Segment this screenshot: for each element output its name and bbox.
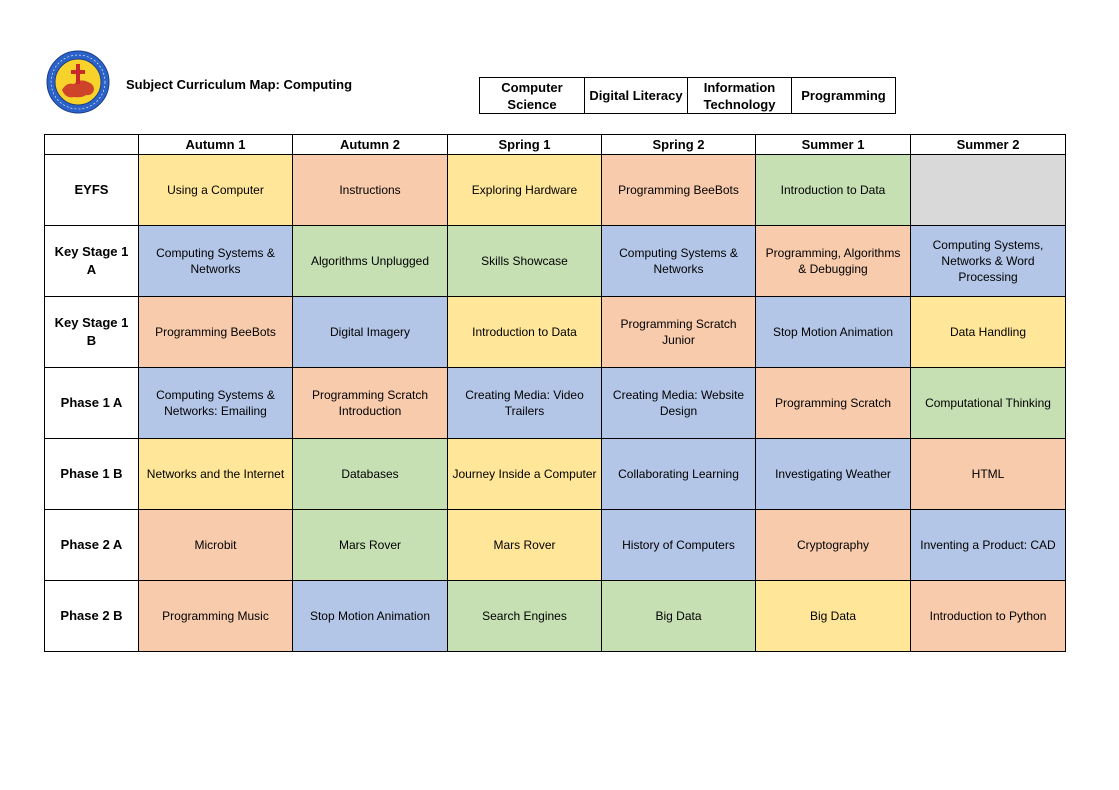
curriculum-cell: Instructions <box>293 155 448 226</box>
curriculum-cell: Algorithms Unplugged <box>293 226 448 297</box>
table-row <box>45 510 1066 581</box>
column-header: Spring 2 <box>602 135 756 155</box>
legend-information-technology: Information Technology <box>688 78 792 113</box>
curriculum-cell: Creating Media: Video Trailers <box>448 368 602 439</box>
curriculum-cell: Stop Motion Animation <box>756 297 911 368</box>
curriculum-cell: Programming Music <box>139 581 293 652</box>
row-header: Phase 1 A <box>45 368 139 439</box>
curriculum-cell: Computing Systems & Networks <box>139 226 293 297</box>
curriculum-cell: Programming Scratch Junior <box>602 297 756 368</box>
curriculum-cell: Programming Scratch Introduction <box>293 368 448 439</box>
curriculum-cell: Cryptography <box>756 510 911 581</box>
column-header: Autumn 1 <box>139 135 293 155</box>
curriculum-cell: Programming BeeBots <box>602 155 756 226</box>
table-row <box>45 581 1066 652</box>
curriculum-cell: Creating Media: Website Design <box>602 368 756 439</box>
curriculum-cell: Skills Showcase <box>448 226 602 297</box>
legend-digital-literacy: Digital Literacy <box>585 78 688 113</box>
row-header: Key Stage 1 A <box>45 226 139 297</box>
curriculum-cell: Inventing a Product: CAD <box>911 510 1066 581</box>
table-row <box>45 226 1066 297</box>
category-legend <box>479 77 896 114</box>
table-row <box>45 368 1066 439</box>
curriculum-cell: Databases <box>293 439 448 510</box>
row-header: EYFS <box>45 155 139 226</box>
curriculum-cell: Exploring Hardware <box>448 155 602 226</box>
legend-programming: Programming <box>792 78 896 113</box>
curriculum-cell: Big Data <box>602 581 756 652</box>
curriculum-cell: Programming, Algorithms & Debugging <box>756 226 911 297</box>
curriculum-cell: Computing Systems & Networks: Emailing <box>139 368 293 439</box>
curriculum-cell: Introduction to Python <box>911 581 1066 652</box>
corner-cell <box>45 135 139 155</box>
curriculum-cell: HTML <box>911 439 1066 510</box>
curriculum-cell: Digital Imagery <box>293 297 448 368</box>
column-header: Summer 2 <box>911 135 1066 155</box>
column-header: Autumn 2 <box>293 135 448 155</box>
curriculum-cell: Collaborating Learning <box>602 439 756 510</box>
curriculum-cell: Programming BeeBots <box>139 297 293 368</box>
curriculum-cell: Investigating Weather <box>756 439 911 510</box>
column-header: Summer 1 <box>756 135 911 155</box>
table-row <box>45 297 1066 368</box>
curriculum-cell: Stop Motion Animation <box>293 581 448 652</box>
school-crest-icon <box>46 50 110 114</box>
curriculum-cell: Introduction to Data <box>756 155 911 226</box>
curriculum-cell: Mars Rover <box>448 510 602 581</box>
table-row <box>45 155 1066 226</box>
curriculum-cell: Journey Inside a Computer <box>448 439 602 510</box>
table-row <box>45 439 1066 510</box>
curriculum-table <box>44 134 1066 652</box>
legend-computer-science: Computer Science <box>480 78 585 113</box>
curriculum-cell: Big Data <box>756 581 911 652</box>
curriculum-cell: Introduction to Data <box>448 297 602 368</box>
curriculum-cell: Mars Rover <box>293 510 448 581</box>
page-title: Subject Curriculum Map: Computing <box>126 77 353 92</box>
curriculum-cell: Programming Scratch <box>756 368 911 439</box>
curriculum-cell: Computing Systems & Networks <box>602 226 756 297</box>
curriculum-cell: History of Computers <box>602 510 756 581</box>
curriculum-cell: Using a Computer <box>139 155 293 226</box>
curriculum-cell: Search Engines <box>448 581 602 652</box>
header-row <box>45 135 1066 155</box>
curriculum-cell: Computing Systems, Networks & Word Processing <box>911 226 1066 297</box>
row-header: Phase 2 A <box>45 510 139 581</box>
column-header: Spring 1 <box>448 135 602 155</box>
row-header: Phase 2 B <box>45 581 139 652</box>
row-header: Key Stage 1 B <box>45 297 139 368</box>
curriculum-cell: Computational Thinking <box>911 368 1066 439</box>
row-header: Phase 1 B <box>45 439 139 510</box>
curriculum-cell <box>911 155 1066 226</box>
curriculum-cell: Microbit <box>139 510 293 581</box>
curriculum-cell: Networks and the Internet <box>139 439 293 510</box>
curriculum-cell: Data Handling <box>911 297 1066 368</box>
